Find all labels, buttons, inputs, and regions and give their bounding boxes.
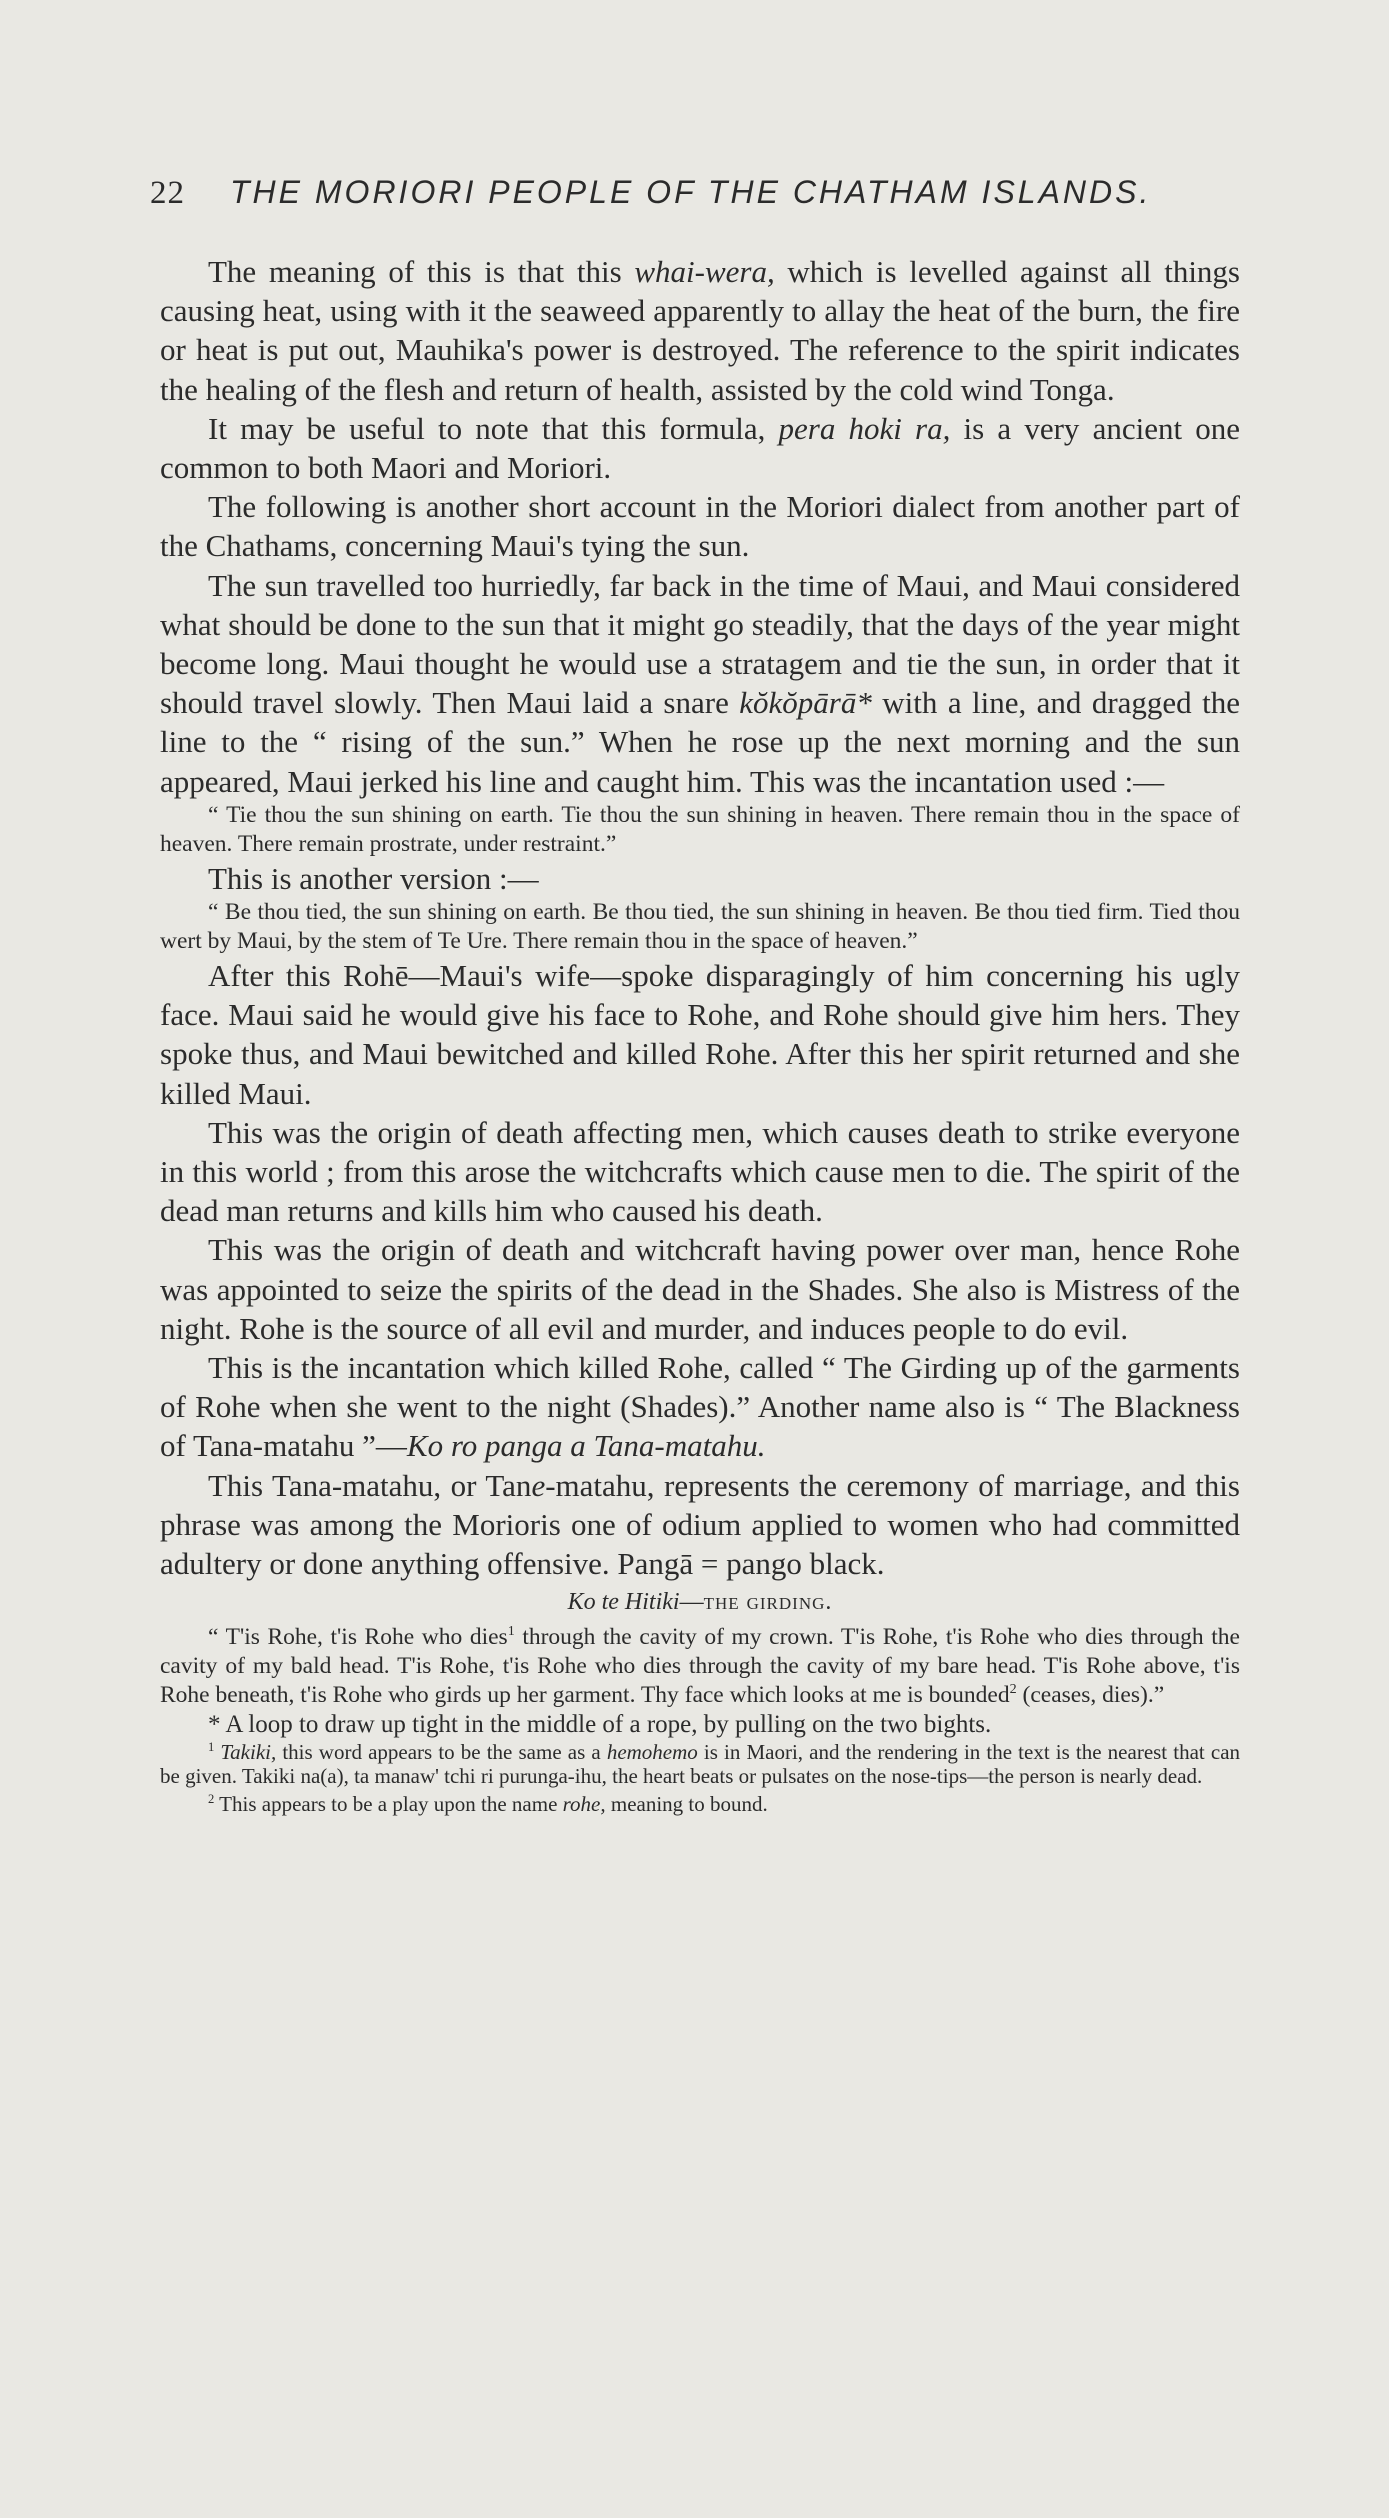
text: This appears to be a play upon the name xyxy=(214,1791,563,1816)
paragraph-4 xyxy=(160,566,1240,801)
footnote-number: 1 xyxy=(208,1739,215,1754)
text: this word appears to be the same as a xyxy=(276,1739,607,1764)
text: It may be useful to note that this formula, xyxy=(208,410,779,446)
text: meaning to bound. xyxy=(605,1791,768,1816)
paragraph-9 xyxy=(160,1348,1240,1466)
heading-dash: — xyxy=(679,1589,704,1616)
italic-term: kŏkŏpārā* xyxy=(739,685,872,721)
paragraph-10 xyxy=(160,1466,1240,1584)
text: The meaning of this is that this xyxy=(208,254,635,289)
incantation-quote-1: “ Tie thou the sun shining on earth. Tie thou the sun shining in heaven. There remain thou in the space of heaven. There remain prostrate, under restraint.” xyxy=(160,801,1240,857)
footnote-1 xyxy=(160,1740,1240,1788)
text: “ T'is Rohe, t'is Rohe who dies xyxy=(208,1623,508,1650)
paragraph-7: This was the origin of death affecting men, which causes death to strike everyone in this world ; from this arose the witchcrafts which cause men to die. The spirit of the dead man returns and kills him who caused his death. xyxy=(160,1114,1240,1229)
paragraph-5: This is another version :— xyxy=(208,860,539,896)
text: is in Maori, and the rendering in the text is the nearest that can be given. Takiki na(a), ta manaw' tchi ri purunga-ihu, the heart beats or pulsates on the nose-tips—the person is nearly dead. xyxy=(160,1739,1241,1788)
incantation-quote-3 xyxy=(160,1623,1240,1710)
heading-smallcaps: the girding. xyxy=(703,1589,833,1616)
paragraph-8: This was the origin of death and witchcraft having power over man, hence Rohe was appointed to seize the spirits of the dead in the Shades. She also is Mistress of the night. Rohe is the source of all evil and murder, and induces people to do evil. xyxy=(160,1232,1240,1346)
footnote-2 xyxy=(160,1792,1240,1816)
paragraph-3: The following is another short account in the Moriori dialect from another part of the Chathams, concerning Maui's tying the sun. xyxy=(160,489,1240,564)
text: through the cavity of my crown. T'is Rohe, t'is Rohe who dies through the cavity of my bald head. T'is Rohe, t'is Rohe who dies through the cavity of my bare head. T'is Rohe above, t'is Rohe beneath, t'is Rohe who girds up her garment. Thy face which looks at me is bounded xyxy=(160,1623,1240,1708)
text: This Tana-matahu, or Tan xyxy=(208,1467,532,1503)
running-title: THE MORIORI PEOPLE OF THE CHATHAM ISLANDS. xyxy=(230,174,1152,210)
italic-term: whai-wera, xyxy=(634,254,775,289)
footnote-ref-2: 2 xyxy=(1009,1680,1017,1697)
running-header xyxy=(150,172,1250,213)
text: -matahu, represents the ceremony of marriage, and this phrase was among the Morioris one of odium applied to women who had committed adultery or done anything offensive. Pangā = pango black. xyxy=(160,1467,1240,1582)
incantation-quote-2: “ Be thou tied, the sun shining on earth. Be thou tied, the sun shining in heaven. Be thou tied firm. Tied thou wert by Maui, by the stem of Te Ure. There remain thou in the space of heaven.” xyxy=(160,899,1240,955)
text: (ceases, dies).” xyxy=(1016,1681,1165,1708)
paragraph-6: After this Rohē—Maui's wife—spoke disparagingly of him concerning his ugly face. Maui said he would give his face to Rohe, and Rohe should give him hers. They spoke thus, and Maui bewitched and killed Rohe. After this her spirit returned and she killed Maui. xyxy=(160,958,1240,1111)
heading-italic: Ko te Hitiki xyxy=(567,1589,680,1616)
footnote-ref-1: 1 xyxy=(507,1622,515,1639)
text: The sun travelled too hurriedly, far back in the time of Maui, and Maui considered what should be done to the sun that it might go steadily, that the days of the year might become long. Maui thought he would use a stratagem and tie the sun, in order that it should travel slowly. Then Maui laid a snare xyxy=(160,567,1240,721)
paragraph-2 xyxy=(160,409,1240,487)
footnote-number: 2 xyxy=(208,1791,215,1806)
footnote-star: * A loop to draw up tight in the middle of a rope, by pulling on the two bights. xyxy=(208,1710,992,1738)
page-number: 22 xyxy=(150,175,185,211)
text: which is levelled against all things causing heat, using with it the seaweed apparently to allay the heat of the burn, the fire or heat is put out, Mauhika's power is destroyed. The reference to the spirit indicates the healing of the flesh and return of health, assisted by the cold wind Tonga. xyxy=(160,254,1240,407)
text: with a line, and dragged the line to the “ rising of the sun.” When he rose up the next morning and the sun appeared, Maui jerked his line and caught him. This was the incantation used :— xyxy=(160,685,1240,799)
page-body xyxy=(160,252,1240,1816)
italic-term: Takiki, xyxy=(220,1739,277,1764)
text: This is the incantation which killed Rohe, called “ The Girding up of the garments of Rohe when she went to the night (Shades).” Another name also is “ The Blackness of Tana-matahu ”— xyxy=(160,1350,1240,1464)
italic-term: Ko ro panga a Tana-matahu. xyxy=(406,1428,766,1464)
italic-term: hemohemo xyxy=(606,1739,698,1764)
italic-term: pera hoki ra, xyxy=(778,410,951,446)
italic-term: rohe, xyxy=(562,1791,606,1816)
text: is a very ancient one common to both Maori and Moriori. xyxy=(160,410,1241,486)
italic-letter: e xyxy=(531,1467,546,1503)
paragraph-1 xyxy=(160,252,1240,409)
section-heading xyxy=(160,1583,1240,1622)
